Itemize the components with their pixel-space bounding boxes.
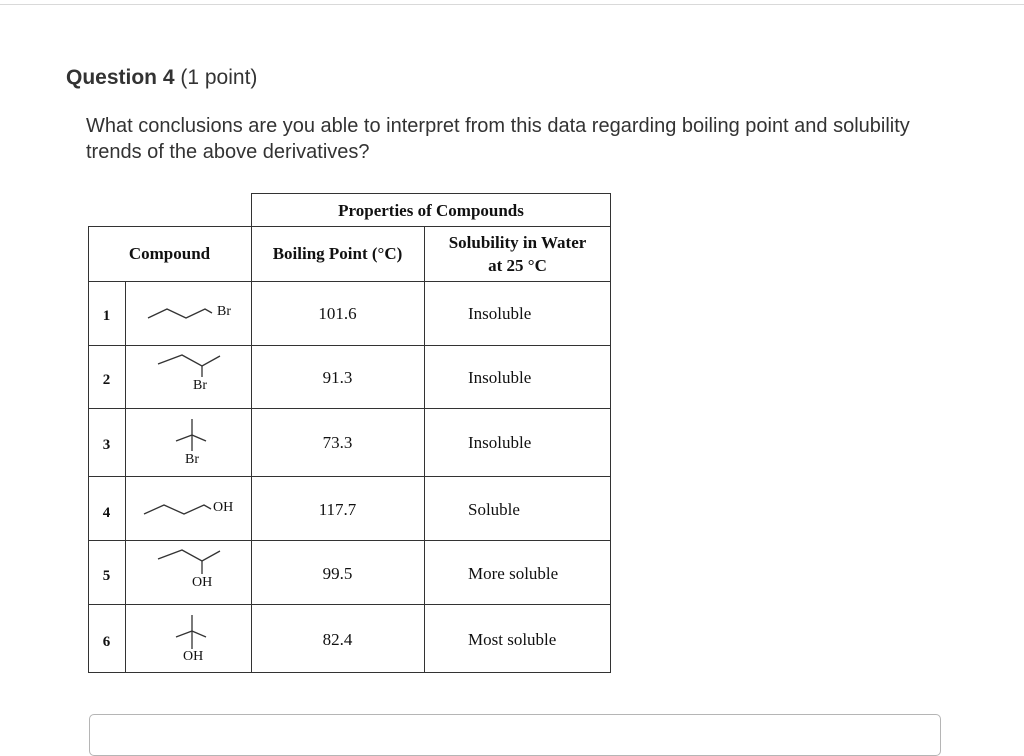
structure-2-bromopropane: [150, 350, 230, 390]
boiling-point-value: 73.3: [322, 433, 353, 452]
column-header-solubility-temp: at 25 °C: [488, 256, 547, 275]
question-points: (1 point): [180, 66, 258, 89]
table-border: [88, 226, 611, 227]
solubility-value: Most soluble: [468, 630, 557, 649]
boiling-point-value: 117.7: [318, 500, 357, 519]
table-border: [125, 281, 126, 673]
boiling-point-value: 82.4: [322, 630, 353, 649]
table-border: [251, 193, 611, 194]
table-border: [88, 540, 611, 541]
table-border: [88, 672, 611, 673]
substituent-label: OH: [183, 649, 204, 664]
substituent-label: OH: [213, 500, 234, 515]
structure-1-bromopropane: [140, 300, 220, 330]
substituent-label: Br: [217, 304, 231, 319]
solubility-value: Insoluble: [468, 368, 532, 387]
substituent-label: Br: [193, 378, 207, 393]
solubility-value: Insoluble: [468, 433, 532, 452]
structure-tert-butanol: [170, 611, 210, 653]
row-number: 6: [102, 634, 111, 650]
row-number: 5: [102, 568, 111, 584]
boiling-point-value: 99.5: [322, 564, 353, 583]
column-header-compound: Compound: [128, 244, 211, 263]
boiling-point-value: 91.3: [322, 368, 353, 387]
answer-textarea[interactable]: [89, 714, 941, 756]
row-number: 1: [102, 308, 111, 324]
solubility-value: Soluble: [468, 500, 520, 519]
row-number: 4: [102, 505, 111, 521]
question-title: Question 4: [66, 66, 175, 89]
substituent-label: Br: [185, 452, 199, 467]
structure-tert-butyl-bromide: [170, 415, 210, 455]
question-prompt: What conclusions are you able to interpret from this data regarding boiling point and solubility trends of the above derivatives?: [86, 115, 910, 163]
structure-2-propanol: [150, 545, 230, 585]
table-border: [88, 408, 611, 409]
boiling-point-value: 101.6: [318, 304, 357, 323]
solubility-value: More soluble: [468, 564, 559, 583]
structure-1-propanol: [136, 497, 216, 527]
table-border: [88, 604, 611, 605]
table-border: [88, 476, 611, 477]
substituent-label: OH: [192, 575, 213, 590]
table-border: [88, 345, 611, 346]
row-number: 3: [102, 437, 111, 453]
solubility-value: Insoluble: [468, 304, 532, 323]
column-header-boiling-point: Boiling Point (°C): [272, 244, 403, 263]
row-number: 2: [102, 372, 111, 388]
column-header-solubility: Solubility in Water: [448, 233, 587, 252]
group-header: Properties of Compounds: [338, 201, 524, 220]
table-border: [88, 281, 611, 282]
table-border: [424, 226, 425, 673]
